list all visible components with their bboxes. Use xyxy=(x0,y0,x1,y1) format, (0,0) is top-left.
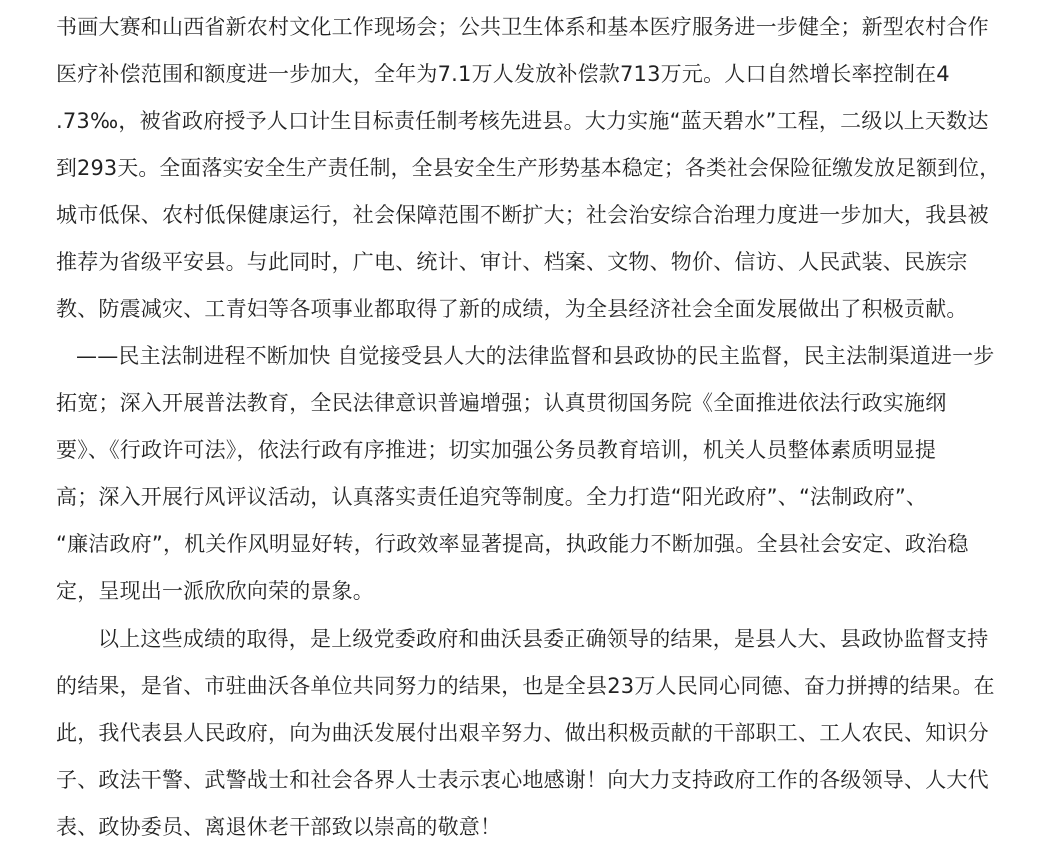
text-line: 此，我代表县人民政府，向为曲沃发展付出艰辛努力、做出积极贡献的干部职工、工人农民、知识分 xyxy=(56,721,989,745)
text-line: 拓宽；深入开展普法教育，全民法律意识普遍增强；认真贯彻国务院《全面推进依法行政实施纲 xyxy=(56,391,947,415)
text-line: 教、防震减灾、工青妇等各项事业都取得了新的成绩，为全县经济社会全面发展做出了积极贡献。 xyxy=(56,297,968,321)
text-line: 子、政法干警、武警战士和社会各界人士表示衷心地感谢！向大力支持政府工作的各级领导、人大代 xyxy=(56,768,989,792)
text-line: 城市低保、农村低保健康运行，社会保障范围不断扩大；社会治安综合治理力度进一步加大，我县被 xyxy=(56,203,989,227)
text-line: ——民主法制进程不断加快 自觉接受县人大的法律监督和县政协的民主监督，民主法制渠道进一步 xyxy=(76,344,995,368)
text-line: 以上这些成绩的取得，是上级党委政府和曲沃县委正确领导的结果，是县人大、县政协监督支持 xyxy=(98,627,989,651)
text-line: 的结果，是省、市驻曲沃各单位共同努力的结果，也是全县23万人民同心同德、奋力拼搏的结果。在 xyxy=(56,674,995,698)
text-line: 要》、《行政许可法》，依法行政有序推进；切实加强公务员教育培训，机关人员整体素质明显提 xyxy=(56,438,937,462)
text-line: .73‰，被省政府授予人口计生目标责任制考核先进县。大力实施“蓝天碧水”工程，二级以上天数达 xyxy=(56,109,989,133)
text-line: 高；深入开展行风评议活动，认真落实责任追究等制度。全力打造“阳光政府”、“法制政府”、 xyxy=(56,485,928,509)
text-line: 到293天。全面落实安全生产责任制，全县安全生产形势基本稳定；各类社会保险征缴发放足额到位， xyxy=(56,156,1001,180)
text-line: 表、政协委员、离退休老干部致以崇高的敬意！ xyxy=(56,815,502,839)
text-line: 定，呈现出一派欣欣向荣的景象。 xyxy=(56,579,374,603)
text-line: 医疗补偿范围和额度进一步加大，全年为7.1万人发放补偿款713万元。人口自然增长率控制在4 xyxy=(56,62,950,86)
text-line: 书画大赛和山西省新农村文化工作现场会；公共卫生体系和基本医疗服务进一步健全；新型农村合作 xyxy=(56,15,989,39)
text-line: 推荐为省级平安县。与此同时，广电、统计、审计、档案、文物、物价、信访、人民武装、民族宗 xyxy=(56,250,968,274)
text-line: “廉洁政府”，机关作风明显好转，行政效率显著提高，执政能力不断加强。全县社会安定、政治稳 xyxy=(56,532,969,556)
